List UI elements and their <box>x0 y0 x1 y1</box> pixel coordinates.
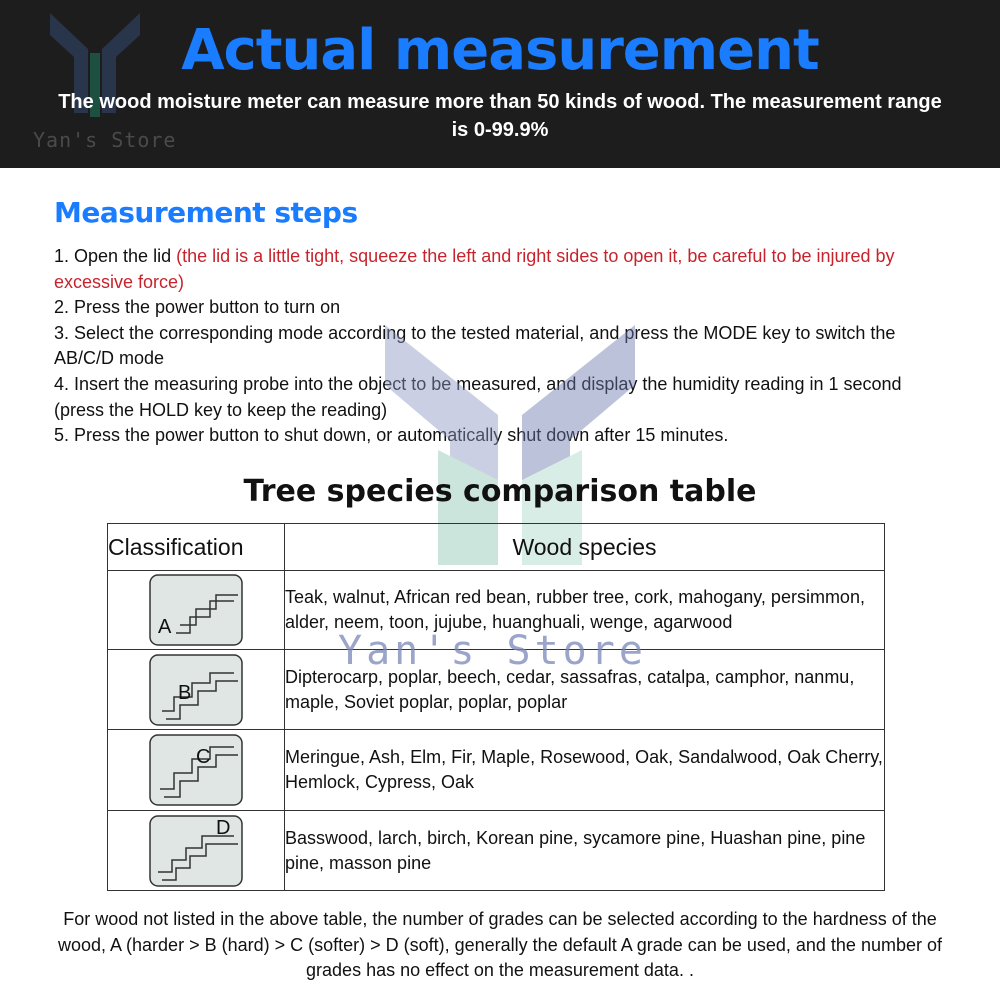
grade-label: D <box>216 816 231 839</box>
wood-species-cell: Teak, walnut, African red bean, rubber tree, cork, mahogany, persimmon, alder, neem, toon, jujube, huanghuali, wenge, agarwood <box>285 571 885 650</box>
footer-note: For wood not listed in the above table, the number of grades can be selected according to the hardness of the wood, A (harder > B (hard) > C (softer) > D (soft), generally the default A grade can be used, and the number of grades has no effect on the measurement data. . <box>57 909 942 981</box>
column-header-wood-species: Wood species <box>285 524 885 571</box>
wood-species-cell: Meringue, Ash, Elm, Fir, Maple, Rosewood, Oak, Sandalwood, Oak Cherry, Hemlock, Cypress, Oak <box>285 730 885 811</box>
store-watermark-small: Yan's Store <box>33 128 177 152</box>
step-item: 4. Insert the measuring probe into the object to be measured, and display the humidity reading in 1 second (press the HOLD key to keep the reading) <box>54 373 902 420</box>
store-watermark: Yan's Store <box>338 628 647 674</box>
grade-label: A <box>158 616 172 638</box>
table-row <box>108 811 885 891</box>
grade-d-stairs-icon <box>148 814 244 888</box>
table-header-row <box>108 524 885 571</box>
step-text: 1. Open the lid <box>54 246 177 266</box>
step-item: 2. Press the power button to turn on <box>54 297 341 318</box>
page-title: Actual measurement <box>181 18 819 83</box>
grade-label: B <box>178 681 192 704</box>
grade-cell <box>108 571 285 650</box>
grade-b-stairs-icon <box>148 653 244 727</box>
grade-cell <box>108 730 285 811</box>
step-warning-note: (the lid is a little tight, squeeze the left and right sides to open it, be careful to be injured by excessive force) <box>54 246 895 292</box>
column-header-classification: Classification <box>108 524 285 571</box>
step-item: 5. Press the power button to shut down, or automatically shut down after 15 minutes. <box>54 425 729 446</box>
table-title: Tree species comparison table <box>243 474 757 509</box>
steps-heading: Measurement steps <box>54 196 358 229</box>
grade-a-stairs-icon <box>148 573 244 647</box>
grade-c-stairs-icon <box>148 733 244 807</box>
grade-cell <box>108 811 285 891</box>
table-row <box>108 571 885 650</box>
wood-species-cell: Dipterocarp, poplar, beech, cedar, sassafras, catalpa, camphor, nanmu, maple, Soviet poplar, poplar, poplar <box>285 650 885 730</box>
grade-cell <box>108 650 285 730</box>
wood-species-cell: Basswood, larch, birch, Korean pine, sycamore pine, Huashan pine, pine pine, masson pine <box>285 811 885 891</box>
step-item: 3. Select the corresponding mode according to the tested material, and press the MODE key to switch the AB/C/D mode <box>54 322 896 369</box>
header-banner <box>0 0 1000 168</box>
step-item <box>54 244 934 295</box>
table-row <box>108 650 885 730</box>
page-subtitle: The wood moisture meter can measure more than 50 kinds of wood. The measurement range is 0-99.9% <box>58 91 942 141</box>
table-row <box>108 730 885 811</box>
grade-label: C <box>196 746 211 768</box>
species-table <box>107 523 885 891</box>
